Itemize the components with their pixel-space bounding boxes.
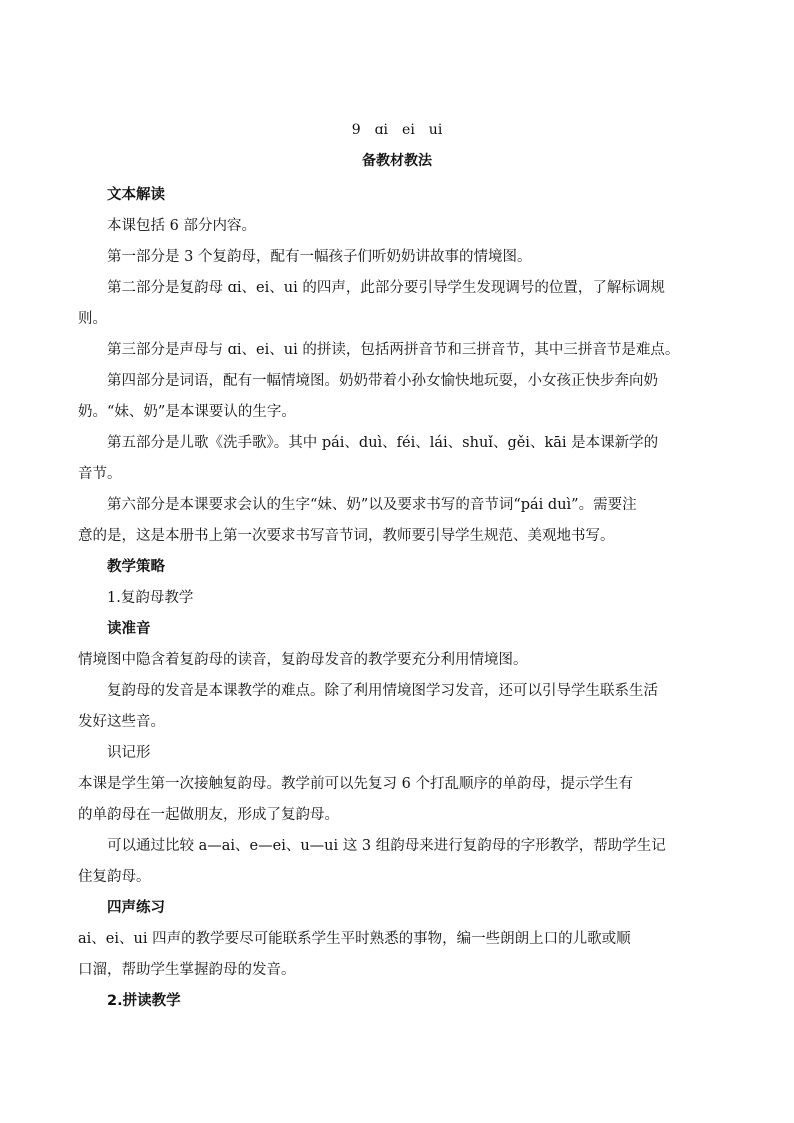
paragraph-shape-2-line1: 可以通过比较 a—ai、e—ei、u—ui 这 3 组韵母来进行复韵母的字形教学，帮助学生记	[107, 838, 666, 854]
document-body	[78, 180, 719, 1017]
paragraph-read-sound-2-line1: 复韵母的发音是本课教学的难点。除了利用情境图学习发音，还可以引导学生联系生活	[107, 683, 658, 699]
paragraph-part4-line1: 第四部分是词语，配有一幅情境图。奶奶带着小孙女愉快地玩耍，小女孩正快步奔向奶	[107, 373, 658, 389]
paragraph-part6-line1: 第六部分是本课要求会认的生字“妹、奶”以及要求书写的音节词“pái duì”。需要注	[107, 497, 637, 513]
paragraph-intro: 本课包括 6 部分内容。	[107, 218, 256, 234]
paragraph-read-sound-1: 情境图中隐含着复韵母的读音，复韵母发音的教学要充分利用情境图。	[78, 652, 528, 668]
paragraph-tone-line2: 口溜，帮助学生掌握韵母的发音。	[78, 962, 296, 978]
paragraph-read-sound-2-line2: 发好这些音。	[78, 714, 165, 730]
heading-sub1: 1.复韵母教学	[107, 590, 194, 606]
paragraph-tone-line1: ai、ei、ui 四声的教学要尽可能联系学生平时熟悉的事物，编一些朗朗上口的儿歌或顺	[78, 931, 631, 947]
section-subtitle: 备教材教法	[362, 153, 432, 169]
lesson-title: 9 ɑi ei ui	[351, 122, 443, 138]
paragraph-part3: 第三部分是声母与 ɑi、ei、ui 的拼读，包括两拼音节和三拼音节，其中三拼音节是难点。	[107, 342, 680, 358]
paragraph-part2-line2: 则。	[78, 311, 107, 327]
heading-tone: 四声练习	[107, 900, 165, 916]
paragraph-shape-1-line1: 本课是学生第一次接触复韵母。教学前可以先复习 6 个打乱顺序的单韵母，提示学生有	[78, 776, 633, 792]
paragraph-shape-2-line2: 住复韵母。	[78, 869, 151, 885]
heading-text-reading: 文本解读	[107, 187, 165, 203]
heading-shape: 识记形	[107, 745, 151, 761]
paragraph-part2-line1: 第二部分是复韵母 ɑi、ei、ui 的四声，此部分要引导学生发现调号的位置，了解标调规	[107, 280, 665, 296]
paragraph-part5-line1: 第五部分是儿歌《洗手歌》。其中 pái、duì、féi、lái、shuǐ、gěi、kāi 是本课新学的	[107, 435, 659, 451]
heading-sub2: 2.拼读教学	[107, 993, 181, 1009]
heading-read-sound: 读准音	[107, 621, 151, 637]
paragraph-part5-line2: 音节。	[78, 466, 122, 482]
paragraph-part6-line2: 意的是，这是本册书上第一次要求书写音节词，教师要引导学生规范、美观地书写。	[78, 528, 615, 544]
paragraph-shape-1-line2: 的单韵母在一起做朋友，形成了复韵母。	[78, 807, 339, 823]
paragraph-part4-line2: 奶。“妹、奶”是本课要认的生字。	[78, 404, 296, 420]
heading-strategy: 教学策略	[107, 559, 165, 575]
paragraph-part1: 第一部分是 3 个复韵母，配有一幅孩子们听奶奶讲故事的情境图。	[107, 249, 532, 265]
